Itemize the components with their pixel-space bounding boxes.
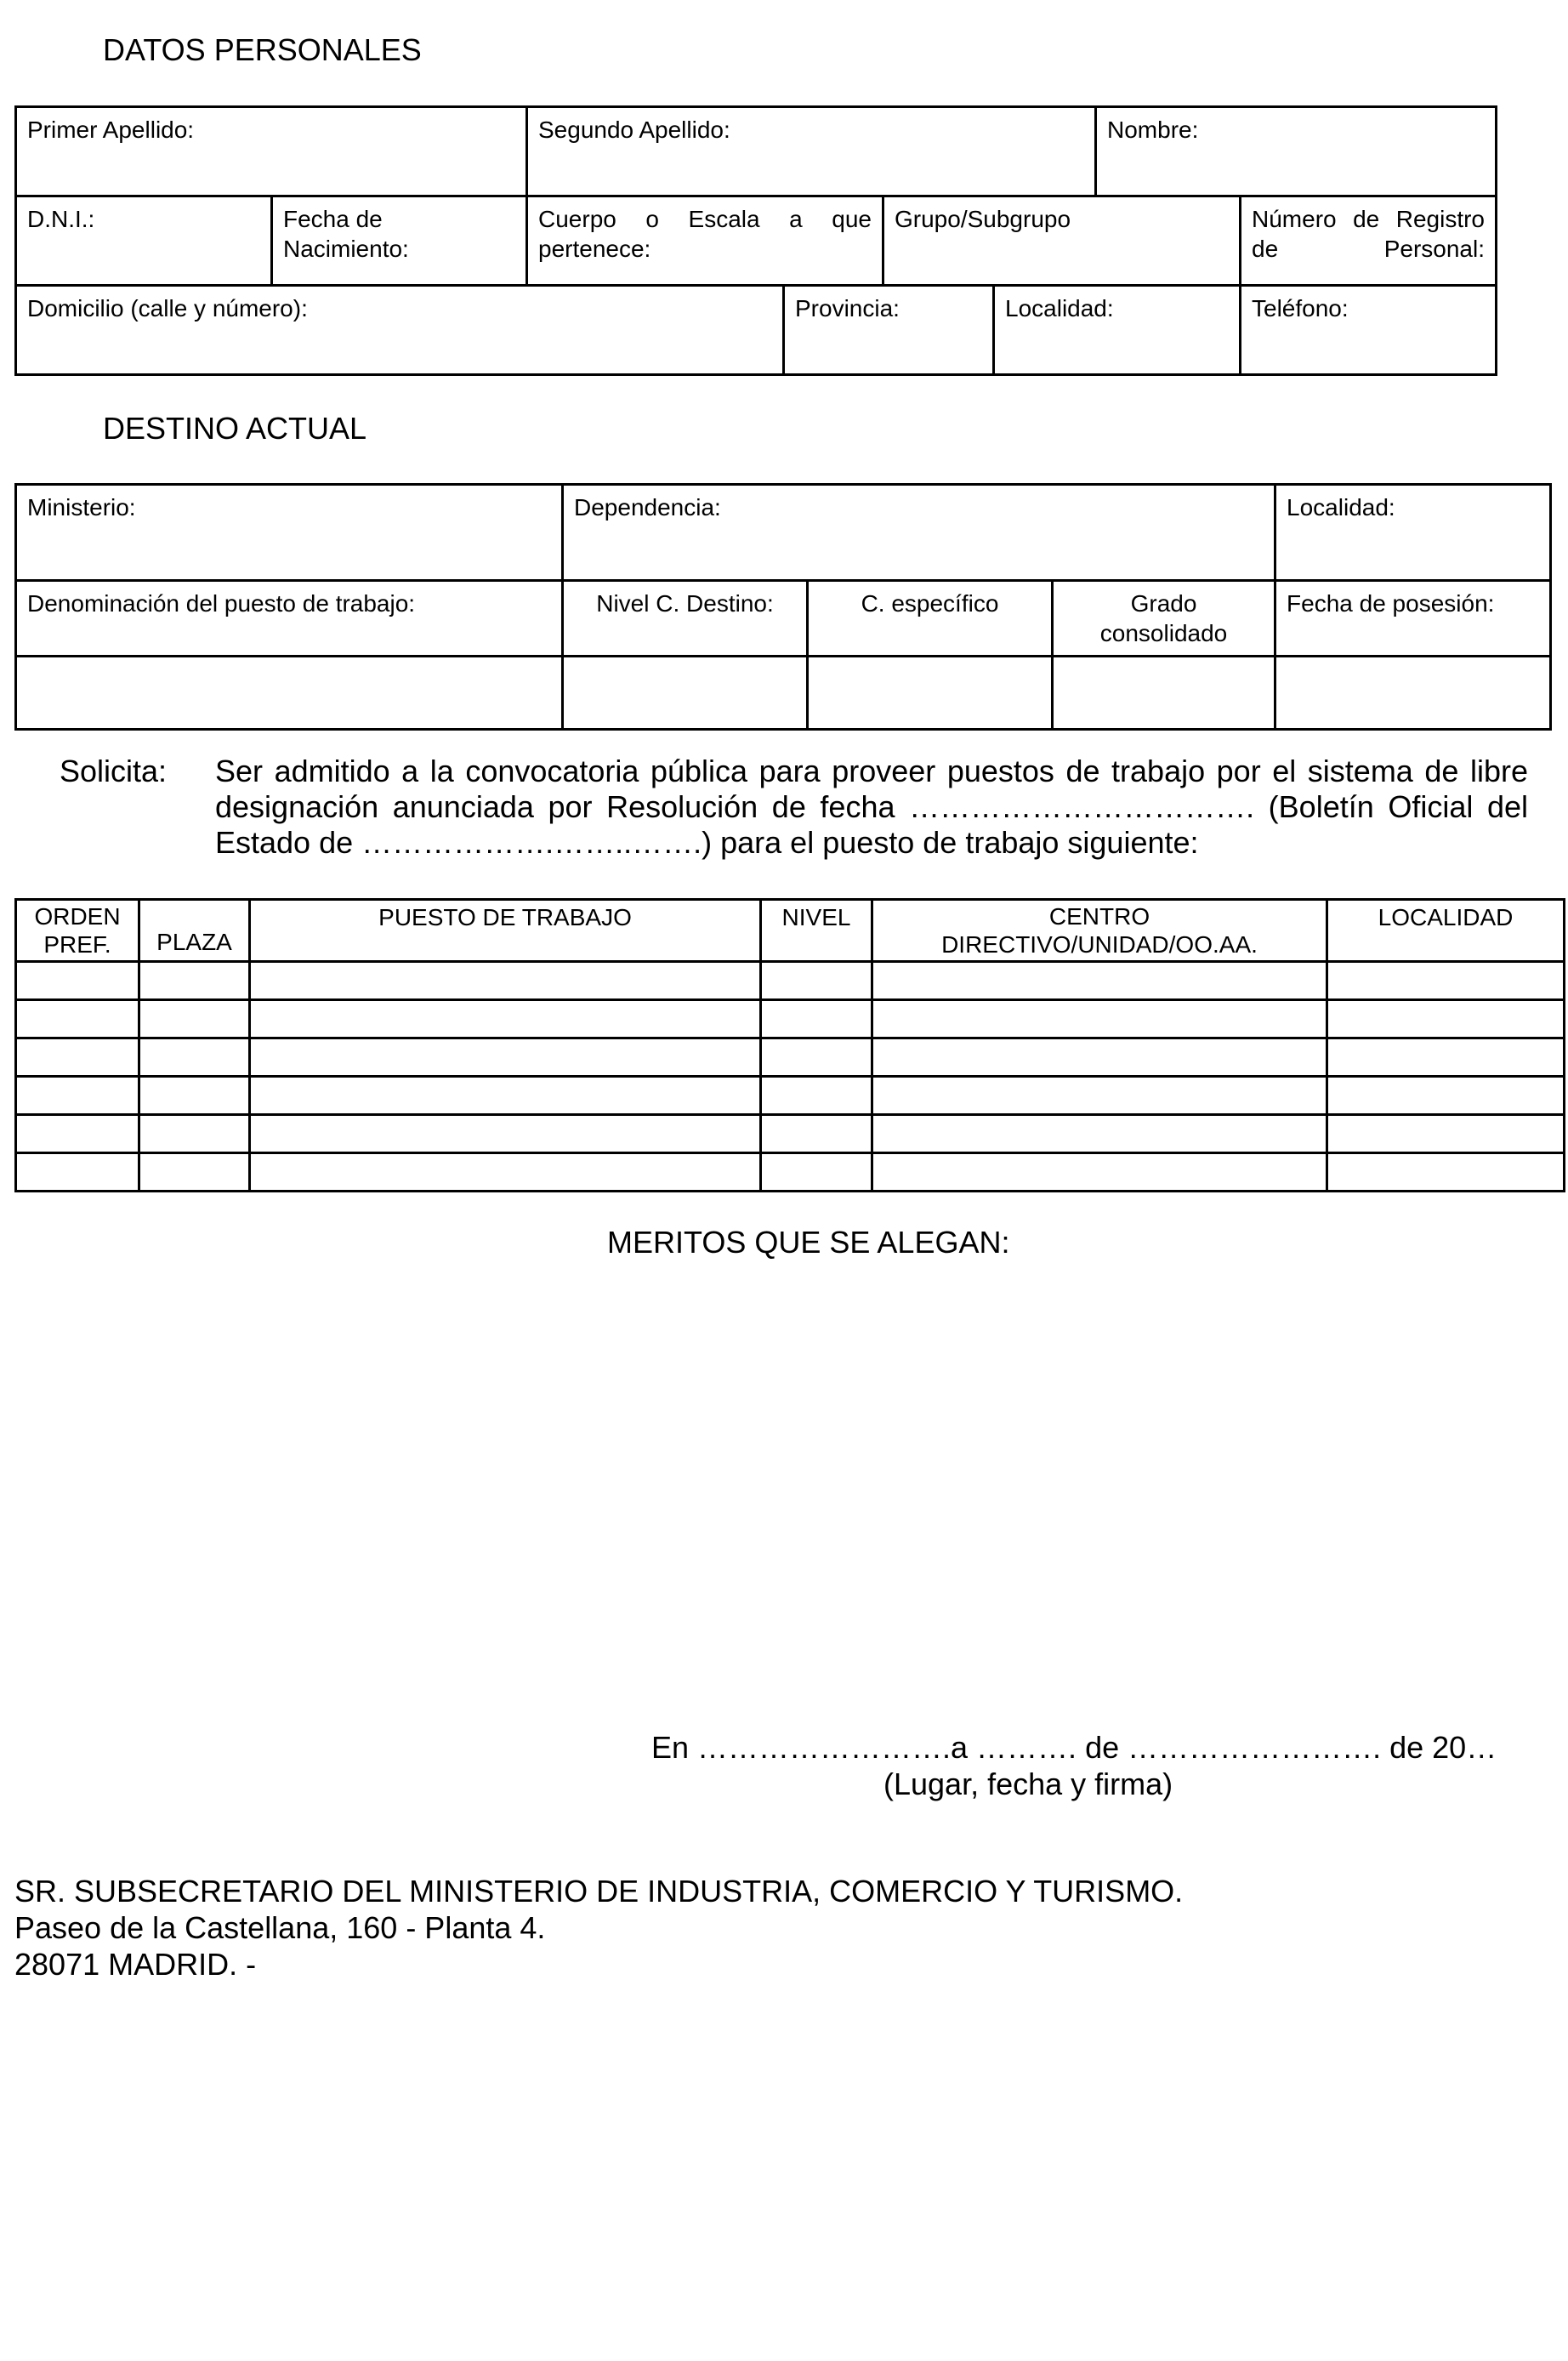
field-telefono[interactable]: [1241, 286, 1497, 375]
cell-centro-directivo[interactable]: [872, 1115, 1327, 1153]
col-header-nivel: [761, 900, 872, 962]
cell-puesto-trabajo[interactable]: [250, 1038, 761, 1077]
cell-plaza[interactable]: [139, 1077, 250, 1115]
solicita-text: Ser admitido a la convocatoria pública para proveer puestos de trabajo por el sistema de libre designación anunciada por Resolución de fecha ……………………………. (Boletín Oficial del Estado de ……………….……..…….) para el puesto de trabajo siguiente:: [215, 754, 1528, 860]
col-label-plaza: PLAZA: [156, 929, 232, 955]
field-dni[interactable]: [16, 196, 272, 286]
label-primer-apellido: Primer Apellido:: [27, 117, 195, 143]
col-label-centro-directivo: CENTRO DIRECTIVO/UNIDAD/OO.AA.: [941, 903, 1258, 958]
cell-nivel[interactable]: [761, 962, 872, 1000]
cell-centro-directivo[interactable]: [872, 1038, 1327, 1077]
label-localidad-destino: Localidad:: [1287, 494, 1395, 521]
label-dependencia: Dependencia:: [574, 494, 721, 521]
header-fecha-posesion: [1275, 581, 1551, 657]
cell-puesto-trabajo[interactable]: [250, 1077, 761, 1115]
section-title-destino-actual: DESTINO ACTUAL: [103, 411, 367, 446]
cell-orden-pref[interactable]: [16, 1115, 139, 1153]
cell-centro-directivo[interactable]: [872, 1077, 1327, 1115]
label-denominacion-puesto: Denominación del puesto de trabajo:: [27, 590, 416, 617]
table-row: [16, 1115, 1565, 1153]
cell-nivel[interactable]: [761, 1115, 872, 1153]
label-fecha-nacimiento: Fecha de Nacimiento:: [283, 206, 409, 262]
cell-orden-pref[interactable]: [16, 1153, 139, 1192]
table-row: [16, 1153, 1565, 1192]
cell-plaza[interactable]: [139, 1000, 250, 1038]
label-cuerpo-escala: Cuerpo o Escala a que pertenece:: [538, 206, 872, 262]
field-numero-registro[interactable]: [1241, 196, 1497, 286]
cell-nivel[interactable]: [761, 1000, 872, 1038]
label-numero-registro: Número de Registro de Personal:: [1252, 206, 1485, 262]
col-header-plaza: [139, 900, 250, 962]
datos-personales-table: [14, 105, 1497, 376]
field-provincia[interactable]: [784, 286, 994, 375]
label-telefono: Teléfono:: [1252, 295, 1349, 321]
puestos-table: [14, 898, 1565, 1192]
col-header-orden-pref: [16, 900, 139, 962]
label-provincia: Provincia:: [795, 295, 900, 321]
section-title-datos-personales: DATOS PERSONALES: [103, 32, 422, 67]
destinatario-line2: Paseo de la Castellana, 160 - Planta 4.: [14, 1910, 546, 1945]
col-label-orden-pref: ORDEN PREF.: [34, 903, 121, 958]
table-row: [16, 1000, 1565, 1038]
label-grado-consolidado: Grado consolidado: [1099, 590, 1228, 646]
cell-puesto-trabajo[interactable]: [250, 962, 761, 1000]
label-dni: D.N.I.:: [27, 206, 95, 232]
cell-nivel[interactable]: [761, 1153, 872, 1192]
field-fecha-nacimiento[interactable]: [272, 196, 527, 286]
firma-caption: (Lugar, fecha y firma): [883, 1766, 1173, 1801]
label-nombre: Nombre:: [1107, 117, 1199, 143]
cell-localidad[interactable]: [1327, 1115, 1565, 1153]
field-segundo-apellido[interactable]: [527, 107, 1096, 196]
solicita-label: Solicita:: [60, 754, 168, 788]
col-header-centro-directivo: [872, 900, 1327, 962]
header-nivel-c-destino: [563, 581, 808, 657]
col-header-puesto-trabajo: [250, 900, 761, 962]
col-header-localidad: [1327, 900, 1565, 962]
field-domicilio[interactable]: [16, 286, 784, 375]
field-dependencia[interactable]: [563, 485, 1275, 581]
section-title-meritos: MERITOS QUE SE ALEGAN:: [607, 1225, 1010, 1260]
cell-orden-pref[interactable]: [16, 1000, 139, 1038]
label-domicilio: Domicilio (calle y número):: [27, 295, 308, 321]
label-localidad: Localidad:: [1005, 295, 1114, 321]
label-fecha-posesion: Fecha de posesión:: [1287, 590, 1495, 617]
input-grado-consolidado[interactable]: [1053, 657, 1275, 730]
cell-puesto-trabajo[interactable]: [250, 1153, 761, 1192]
cell-orden-pref[interactable]: [16, 1077, 139, 1115]
header-c-especifico: [808, 581, 1053, 657]
cell-orden-pref[interactable]: [16, 1038, 139, 1077]
field-localidad-destino[interactable]: [1275, 485, 1551, 581]
col-label-puesto-trabajo: PUESTO DE TRABAJO: [378, 904, 632, 930]
table-row: [16, 962, 1565, 1000]
cell-nivel[interactable]: [761, 1077, 872, 1115]
input-c-especifico[interactable]: [808, 657, 1053, 730]
header-grado-consolidado: [1053, 581, 1275, 657]
label-nivel-c-destino: Nivel C. Destino:: [596, 590, 774, 617]
cell-centro-directivo[interactable]: [872, 1153, 1327, 1192]
cell-centro-directivo[interactable]: [872, 962, 1327, 1000]
col-label-nivel: NIVEL: [781, 904, 851, 930]
label-ministerio: Ministerio:: [27, 494, 136, 521]
field-primer-apellido[interactable]: [16, 107, 527, 196]
cell-centro-directivo[interactable]: [872, 1000, 1327, 1038]
label-segundo-apellido: Segundo Apellido:: [538, 117, 730, 143]
label-grupo-subgrupo: Grupo/Subgrupo: [895, 206, 1071, 232]
cell-orden-pref[interactable]: [16, 962, 139, 1000]
field-ministerio[interactable]: [16, 485, 563, 581]
cell-plaza[interactable]: [139, 1153, 250, 1192]
input-nivel-c-destino[interactable]: [563, 657, 808, 730]
cell-nivel[interactable]: [761, 1038, 872, 1077]
cell-localidad[interactable]: [1327, 1038, 1565, 1077]
input-fecha-posesion[interactable]: [1275, 657, 1551, 730]
destinatario-line3: 28071 MADRID. -: [14, 1947, 257, 1982]
cell-plaza[interactable]: [139, 1038, 250, 1077]
cell-plaza[interactable]: [139, 1115, 250, 1153]
cell-plaza[interactable]: [139, 962, 250, 1000]
table-row: [16, 1038, 1565, 1077]
header-denominacion-puesto: [16, 581, 563, 657]
cell-localidad[interactable]: [1327, 1077, 1565, 1115]
field-cuerpo-escala[interactable]: [527, 196, 883, 286]
label-c-especifico: C. específico: [861, 590, 999, 617]
input-denominacion-puesto[interactable]: [16, 657, 563, 730]
col-label-localidad: LOCALIDAD: [1378, 904, 1514, 930]
cell-localidad[interactable]: [1327, 1153, 1565, 1192]
cell-puesto-trabajo[interactable]: [250, 1000, 761, 1038]
destinatario-line1: SR. SUBSECRETARIO DEL MINISTERIO DE INDUSTRIA, COMERCIO Y TURISMO.: [14, 1874, 1184, 1909]
firma-line: En …………………….a ………. de ……………………. de 20…: [651, 1730, 1497, 1765]
destino-actual-table: [14, 483, 1552, 731]
cell-localidad[interactable]: [1327, 1000, 1565, 1038]
field-grupo-subgrupo[interactable]: [883, 196, 1241, 286]
table-row: [16, 1077, 1565, 1115]
cell-localidad[interactable]: [1327, 962, 1565, 1000]
field-localidad[interactable]: [994, 286, 1241, 375]
cell-puesto-trabajo[interactable]: [250, 1115, 761, 1153]
field-nombre[interactable]: [1096, 107, 1497, 196]
meritos-area[interactable]: [14, 1276, 1545, 1701]
